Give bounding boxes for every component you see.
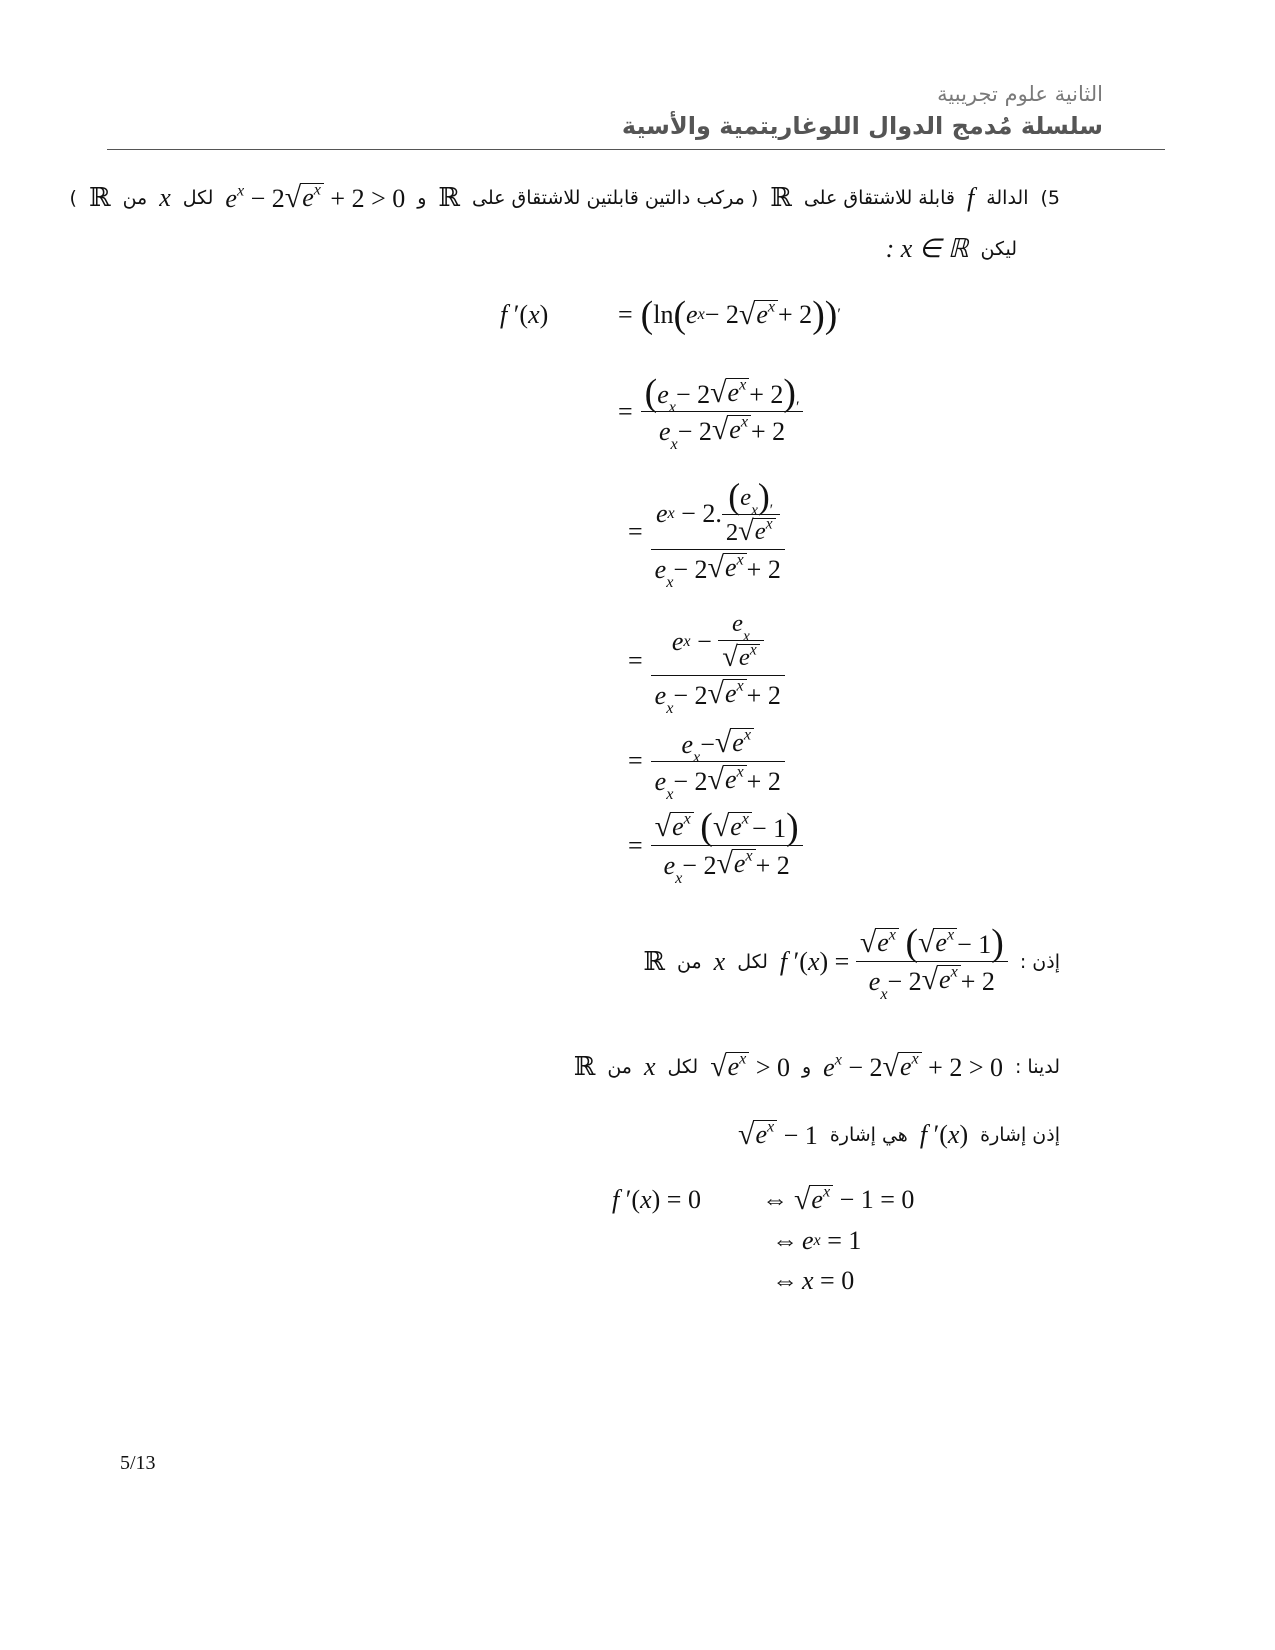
solve-equiv-3: ⇔ xyxy=(772,1266,798,1295)
derivation-step-2: = ( e x − 2 √ $e^x$ + 2 ) ′ e x − 2 √ $e^x$ + 2 xyxy=(610,378,803,445)
we-have-label: لدينا : xyxy=(1014,1055,1060,1078)
we-have-and: و xyxy=(801,1055,812,1078)
header-subtitle: الثانية علوم تجريبية xyxy=(937,82,1103,106)
we-have-for-all: لكل xyxy=(667,1055,699,1078)
conclusion-line xyxy=(643,922,1060,1004)
derivation-step-5: = e x − √ $e^x$ e x − 2 √ $e^x$ + 2 xyxy=(620,728,785,795)
conclusion-from: من xyxy=(677,950,702,973)
conclusion-formula: f ′( x ) = √ $e^x$ ( √ $e^x$ − 1 ) e x − 2 √ $e^x$ + 2 xyxy=(780,928,1008,995)
sign-fprime: f ′(x) xyxy=(919,1119,969,1149)
solve-equiv-2: ⇔ xyxy=(772,1226,798,1255)
q5-R1: ℝ xyxy=(770,182,792,213)
q5-number: 5) xyxy=(1040,186,1060,209)
q5-R3: ℝ xyxy=(88,182,111,213)
q5-text-composition: ( مركب دالتين قابلتين للاشتقاق على xyxy=(472,186,759,209)
solve-step-2: ⇔ e x = 1 xyxy=(772,1226,862,1255)
we-have-x: x xyxy=(643,1051,656,1081)
sign-text: إذن إشارة xyxy=(980,1123,1060,1146)
solve-step-3: ⇔ x = 0 xyxy=(772,1266,855,1295)
q5-text-function: الدالة xyxy=(986,186,1029,209)
q5-close: ) xyxy=(69,186,77,209)
solve-step-1: f ′(x) = 0 ⇔ √ $e^x$ − 1 = 0 xyxy=(612,1183,915,1216)
derivation-step-3: = e x − 2. ( e x ) ′ 2 √ $e^x$ e x − 2 √ $e^x$ + 2 xyxy=(620,482,785,583)
derivation-step-1: f ′(x) = ( ln ( e x − 2 √ $e^x$ + 2 ) ) ′ xyxy=(500,294,841,336)
conclusion-then: إذن : xyxy=(1019,950,1060,973)
page-number: 5/13 xyxy=(120,1452,156,1474)
conclusion-x: x xyxy=(713,946,726,976)
header-divider xyxy=(107,149,1165,150)
let-line xyxy=(886,236,1017,262)
derivation-step-4: = e x − e x √ $e^x$ e x − 2 √ $e^x$ + 2 xyxy=(620,612,785,709)
we-have-from: من xyxy=(607,1055,632,1078)
q5-for-all: لكل xyxy=(182,186,214,209)
let-label: ليكن xyxy=(980,238,1017,260)
q5-text-differentiable: قابلة للاشتقاق على xyxy=(803,186,955,209)
q5-statement xyxy=(70,183,1060,213)
q5-R2: ℝ xyxy=(438,182,461,213)
q5-positivity: $e^x - 2$ √ $e^x$ + 2 > 0 xyxy=(225,181,406,214)
we-have-R: ℝ xyxy=(573,1051,596,1082)
conclusion-R: ℝ xyxy=(643,946,666,977)
q5-x: x xyxy=(159,182,171,212)
we-have-ineq-1: $e^x - 2$ √ $e^x$ + 2 > 0 xyxy=(823,1050,1003,1083)
q5-from: من xyxy=(122,186,148,209)
q5-f: f xyxy=(966,182,975,212)
we-have-line xyxy=(574,1052,1060,1082)
derivation-step-6: = √ $e^x$ ( √ $e^x$ − 1 ) e x − 2 √ $e^x$ + 2 xyxy=(620,812,803,879)
sign-line xyxy=(738,1120,1060,1150)
conclusion-for-all: لكل xyxy=(737,950,768,973)
sign-is: هي إشارة xyxy=(829,1123,908,1146)
let-math: : x ∈ ℝ xyxy=(885,234,969,263)
solve-equiv-1: ⇔ xyxy=(762,1184,788,1214)
header-title: سلسلة مُدمج الدوال اللوغاريتمية والأسية xyxy=(621,112,1103,140)
q5-and: و xyxy=(417,186,427,209)
we-have-ineq-2: √ $e^x$ > 0 xyxy=(710,1050,790,1083)
sign-expr: √ $e^x$ − 1 xyxy=(738,1118,818,1151)
